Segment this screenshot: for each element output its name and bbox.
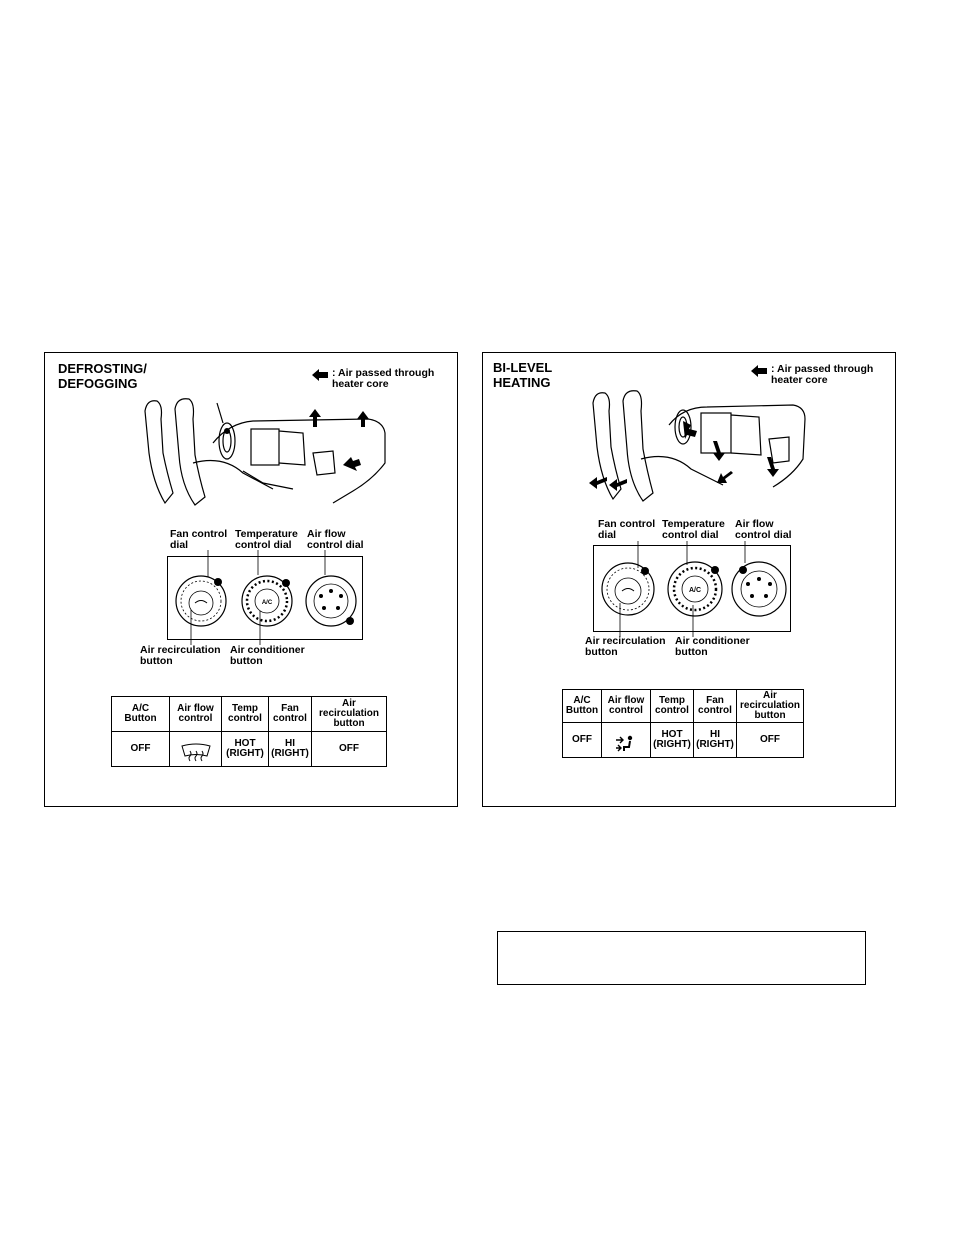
column-header: A/C Button [563,690,602,723]
table-cell [170,732,222,767]
panel-title: BI-LEVEL HEATING [493,360,553,390]
fan-control-dial-label: Fan control dial [170,528,228,551]
table-row [112,732,387,767]
defrosting-panel [44,352,458,807]
bi-level-icon [615,735,637,753]
table-cell: HI (RIGHT) [694,723,737,758]
air-recirculation-button-label: Air recirculation button [585,635,666,658]
column-header: Air flow control [602,690,651,723]
panel-title: DEFROSTING/ DEFOGGING [58,361,147,391]
air-recirculation-button-label: Air recirculation button [140,644,221,667]
ac-knob-text: A/C [261,600,273,606]
air-flow-control-dial-label: Air flow control dial [735,518,792,541]
column-header: Fan control [694,690,737,723]
air-conditioner-button-label: Air conditioner button [230,644,305,667]
table-row [563,723,804,758]
bi-level-heating-panel [482,352,896,807]
column-header: Air recirculation button [737,690,804,723]
column-header: Air recirculation button [312,697,387,732]
defrost-icon [179,743,213,763]
note-box [497,931,866,985]
column-header: Air flow control [170,697,222,732]
column-header: Temp control [651,690,694,723]
air-conditioner-button-label: Air conditioner button [675,635,750,658]
table-cell: OFF [737,723,804,758]
table-cell: HI (RIGHT) [269,732,312,767]
temperature-control-dial-label: Temperature control dial [235,528,298,551]
table-header-row [563,690,804,723]
settings-table [562,689,804,758]
table-header-row [112,697,387,732]
table-cell: OFF [563,723,602,758]
air-flow-control-dial-label: Air flow control dial [307,528,364,551]
column-header: Temp control [222,697,269,732]
table-cell [602,723,651,758]
table-cell: HOT (RIGHT) [222,732,269,767]
ac-knob-text: A/C [688,587,702,594]
legend-text: : Air passed through heater core [771,363,874,386]
legend-text: : Air passed through heater core [332,367,435,390]
table-cell: OFF [312,732,387,767]
temperature-control-dial-label: Temperature control dial [662,518,725,541]
fan-control-dial-label: Fan control dial [598,518,656,541]
column-header: A/C Button [112,697,170,732]
table-cell: HOT (RIGHT) [651,723,694,758]
column-header: Fan control [269,697,312,732]
settings-table [111,696,387,767]
table-cell: OFF [112,732,170,767]
